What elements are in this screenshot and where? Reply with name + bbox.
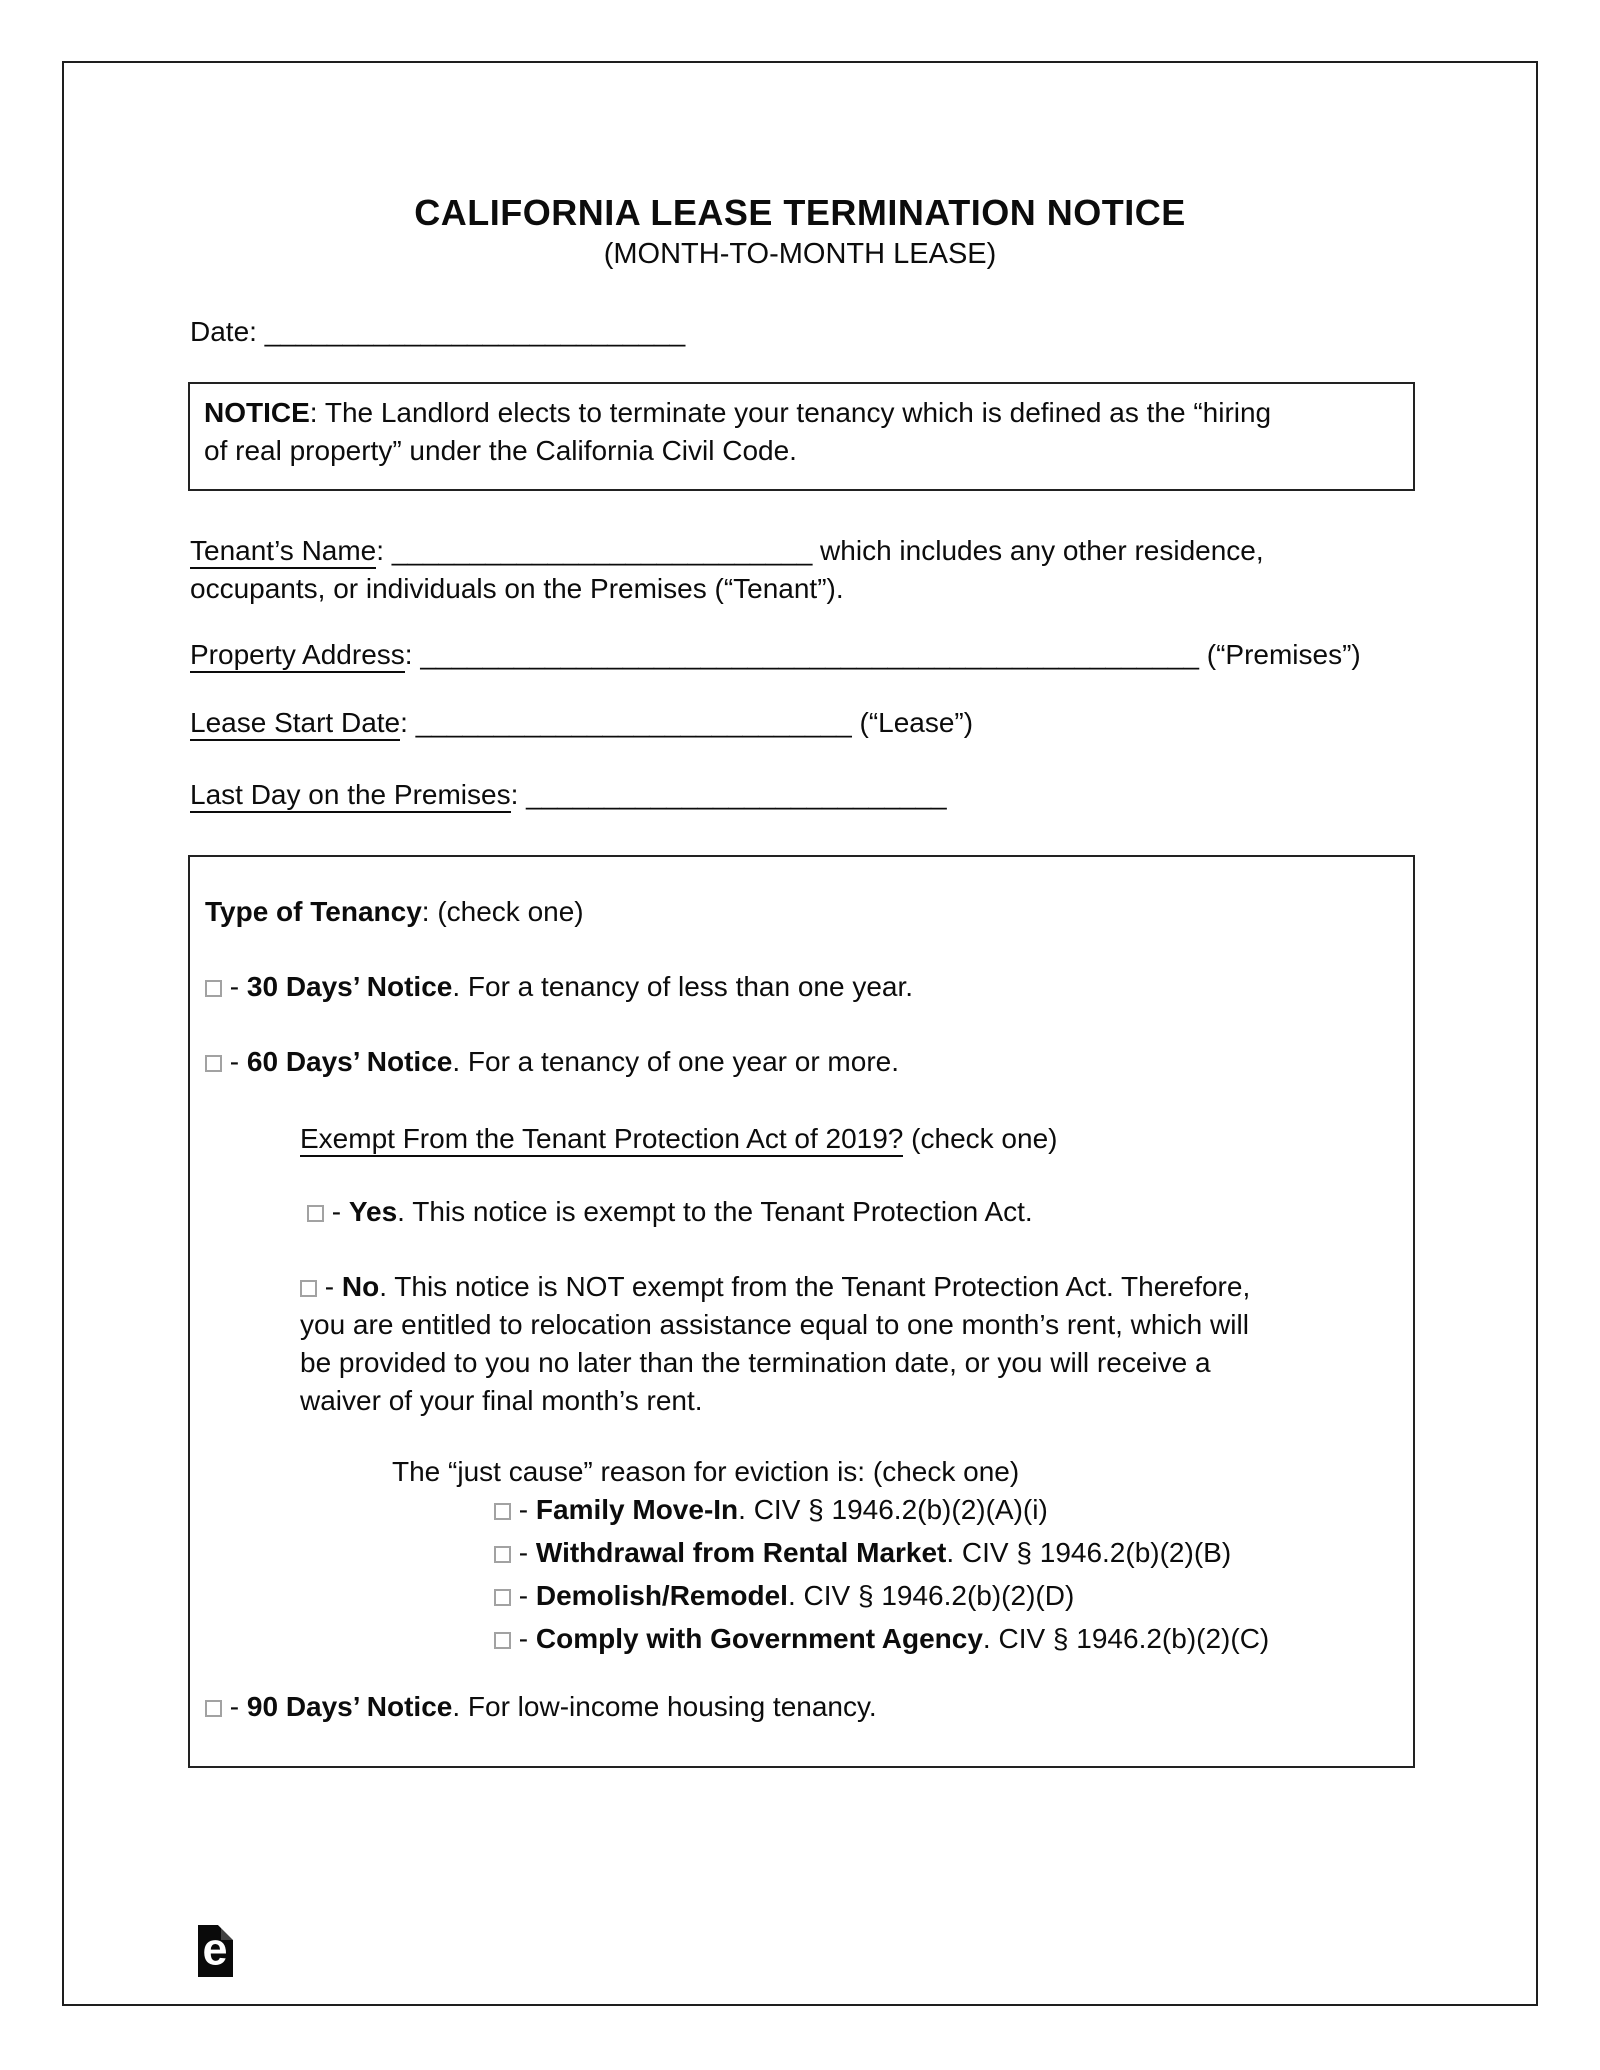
option-yes-label: Yes	[348, 1196, 398, 1227]
tenant-name-blank[interactable]: ___________________________	[391, 535, 813, 566]
tenant-name-text-line1: which includes any other residence,	[812, 535, 1264, 566]
option-90-days-label: 90 Days’ Notice	[246, 1691, 453, 1722]
lease-start-colon: :	[400, 707, 416, 738]
notice-label: NOTICE	[204, 397, 310, 428]
exempt-heading-rest: (check one)	[903, 1123, 1058, 1154]
checkbox-yes[interactable]	[307, 1205, 324, 1222]
dash-separator: -	[511, 1494, 536, 1525]
option-30-days	[205, 968, 913, 1006]
tenant-name-text-line2: occupants, or individuals on the Premises (“Tenant”).	[190, 573, 844, 604]
notice-line-1	[204, 394, 1399, 432]
option-comply-government-agency-label: Comply with Government Agency	[535, 1623, 983, 1654]
dash-separator: -	[511, 1580, 536, 1611]
notice-box	[188, 382, 1415, 491]
option-exempt-no	[300, 1268, 1420, 1420]
option-60-days	[205, 1043, 899, 1081]
checkbox-30-days[interactable]	[205, 980, 222, 997]
option-no-text-line4: waiver of your final month’s rent.	[300, 1385, 703, 1416]
eforms-logo-letter: e	[202, 1923, 227, 1975]
option-family-move-in-citation: . CIV § 1946.2(b)(2)(A)(i)	[738, 1494, 1048, 1525]
last-day-blank[interactable]: ___________________________	[526, 779, 947, 810]
option-90-days-text: . For low-income housing tenancy.	[452, 1691, 877, 1722]
notice-line-2: of real property” under the California Civil Code.	[204, 435, 797, 466]
tenancy-heading	[205, 893, 584, 931]
exempt-heading	[300, 1120, 1057, 1158]
option-demolish-remodel	[494, 1577, 1074, 1615]
option-no-line1	[300, 1268, 1420, 1306]
option-comply-government-agency-citation: . CIV § 1946.2(b)(2)(C)	[982, 1623, 1270, 1654]
lease-start-row	[190, 704, 973, 742]
checkbox-family-move-in[interactable]	[494, 1503, 511, 1520]
dash-separator: -	[324, 1196, 349, 1227]
option-60-days-label: 60 Days’ Notice	[246, 1046, 453, 1077]
date-row	[190, 313, 685, 351]
property-address-label: Property Address	[190, 639, 405, 673]
property-address-colon: :	[404, 639, 421, 670]
option-no-text-line3: be provided to you no later than the termination date, or you will receive a	[300, 1347, 1211, 1378]
date-label: Date:	[190, 316, 257, 347]
option-family-move-in	[494, 1491, 1048, 1529]
tenant-name-label: Tenant’s Name	[190, 535, 376, 569]
dash-separator: -	[222, 1691, 247, 1722]
type-of-tenancy-box	[188, 855, 1415, 1768]
option-family-move-in-label: Family Move-In	[535, 1494, 739, 1525]
last-day-label: Last Day on the Premises	[190, 779, 511, 813]
date-blank[interactable]: ___________________________	[264, 316, 686, 347]
last-day-colon: :	[510, 779, 527, 810]
tenant-name-line1	[190, 532, 1264, 570]
checkbox-comply-government-agency[interactable]	[494, 1632, 511, 1649]
premises-designation: (“Premises”)	[1198, 639, 1361, 670]
option-yes-text: . This notice is exempt to the Tenant Protection Act.	[397, 1196, 1033, 1227]
document-subtitle: (MONTH-TO-MONTH LEASE)	[603, 238, 997, 270]
option-no-label: No	[341, 1271, 380, 1302]
checkbox-60-days[interactable]	[205, 1055, 222, 1072]
dash-separator: -	[511, 1623, 536, 1654]
option-exempt-yes	[307, 1193, 1033, 1231]
option-demolish-remodel-citation: . CIV § 1946.2(b)(2)(D)	[787, 1580, 1075, 1611]
tenant-name-row	[190, 532, 1264, 608]
checkbox-90-days[interactable]	[205, 1700, 222, 1717]
exempt-heading-underlined: Exempt From the Tenant Protection Act of 2019?	[300, 1123, 903, 1157]
checkbox-withdrawal-rental-market[interactable]	[494, 1546, 511, 1563]
lease-start-label: Lease Start Date	[190, 707, 400, 741]
lease-designation: (“Lease”)	[851, 707, 974, 738]
notice-text-line1: : The Landlord elects to terminate your tenancy which is defined as the “hiring	[309, 397, 1272, 428]
lease-start-blank[interactable]: ____________________________	[415, 707, 852, 738]
tenancy-heading-label: Type of Tenancy	[205, 896, 422, 927]
document-title: CALIFORNIA LEASE TERMINATION NOTICE	[414, 192, 1186, 233]
tenant-name-colon: :	[376, 535, 392, 566]
option-withdrawal-rental-market	[494, 1534, 1231, 1572]
last-day-row	[190, 776, 947, 814]
option-withdrawal-rental-market-citation: . CIV § 1946.2(b)(2)(B)	[946, 1537, 1232, 1568]
option-30-days-text: . For a tenancy of less than one year.	[452, 971, 914, 1002]
eforms-logo-icon	[198, 1925, 233, 1977]
checkbox-no[interactable]	[300, 1280, 317, 1297]
tenancy-heading-rest: : (check one)	[421, 896, 584, 927]
property-address-row	[190, 636, 1361, 674]
dash-separator: -	[317, 1271, 342, 1302]
dash-separator: -	[511, 1537, 536, 1568]
option-30-days-label: 30 Days’ Notice	[246, 971, 453, 1002]
dash-separator: -	[222, 1046, 247, 1077]
option-demolish-remodel-label: Demolish/Remodel	[535, 1580, 788, 1611]
just-cause-heading: The “just cause” reason for eviction is: (check one)	[392, 1456, 1020, 1487]
property-address-blank[interactable]: __________________________________________________	[420, 639, 1199, 670]
checkbox-demolish-remodel[interactable]	[494, 1589, 511, 1606]
option-no-text-line2: you are entitled to relocation assistance equal to one month’s rent, which will	[300, 1309, 1249, 1340]
option-comply-government-agency	[494, 1620, 1269, 1658]
option-no-text-line1: . This notice is NOT exempt from the Tenant Protection Act. Therefore,	[379, 1271, 1251, 1302]
dash-separator: -	[222, 971, 247, 1002]
option-90-days	[205, 1688, 877, 1726]
option-withdrawal-rental-market-label: Withdrawal from Rental Market	[535, 1537, 947, 1568]
option-60-days-text: . For a tenancy of one year or more.	[452, 1046, 900, 1077]
